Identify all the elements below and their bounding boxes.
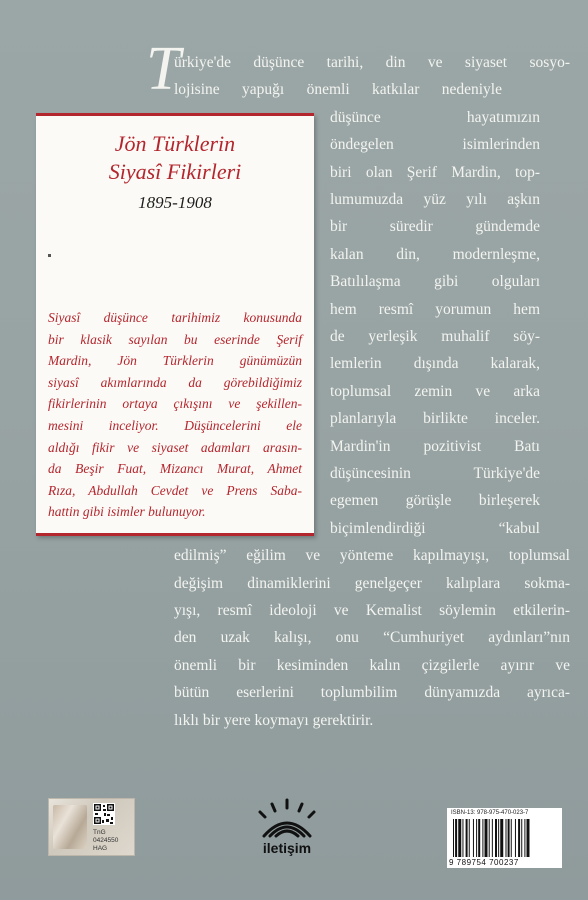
panel-bottom-rule — [36, 533, 314, 536]
ean-number: 9 789754 700237 — [449, 858, 519, 867]
synopsis-line: egemen görüşle birleşerek — [330, 492, 540, 510]
qr-code-icon — [93, 803, 115, 825]
synopsis-line: de yerleşik muhalif söy- — [330, 328, 540, 345]
synopsis-line: Batılılaşma gibi olguları — [330, 273, 540, 291]
synopsis-line: öndegelen isimlerinden — [330, 136, 540, 154]
publisher-logo — [242, 796, 332, 860]
book-years: 1895-1908 — [138, 193, 212, 212]
synopsis-line: ürkiye'de düşünce tarihi, din ve siyaset sosyo- — [174, 54, 570, 71]
small-mark — [48, 254, 51, 257]
synopsis-line: lojisine yapuğı önemli katkılar nedeniyle — [174, 81, 502, 99]
synopsis-line: biri olan Şerif Mardin, top- — [330, 163, 540, 181]
synopsis-line: lıklı bir yere koymayı gerektirir. — [174, 711, 374, 729]
synopsis-line: önemli bir kesiminden kalın çizgilerle ayırır ve — [174, 656, 570, 674]
synopsis-line: yışı, resmî ideoloji ve Kemalist söylemin etkilerin- — [174, 602, 570, 619]
synopsis-line: düşüncesinin Türkiye'de — [330, 465, 540, 482]
synopsis-line: biçimlendirdiği “kabul — [330, 519, 540, 537]
panel-description-line: Mardin, Jön Türklerin günümüzün — [48, 353, 302, 369]
synopsis-line: hem resmî yorumun hem — [330, 300, 540, 318]
publisher-name: iletişim — [262, 840, 312, 856]
panel-description-line: aldığı fikir ve siyaset adamları arasın- — [48, 439, 302, 455]
isbn-barcode — [447, 808, 562, 868]
sticker-code-3: HAG — [93, 845, 108, 852]
synopsis-line: lemlerin dışında kalarak, — [330, 355, 540, 373]
synopsis-line: düşünce hayatımızın — [330, 108, 540, 126]
inset-panel — [36, 113, 314, 535]
panel-description-line: hattin gibi isimler bulunuyor. — [48, 504, 206, 520]
panel-description-line: mesini inceliyor. Düşüncelerini ele — [48, 418, 302, 433]
panel-description-line: da Beşir Fuat, Mizancı Murat, Ahmet — [48, 461, 302, 477]
panel-description-line: Rıza, Abdullah Cevdet ve Prens Saba- — [48, 482, 302, 498]
synopsis-line: bütün eserlerini toplumbilim dünyamızda ayrıca- — [174, 684, 570, 702]
hologram-icon — [53, 805, 87, 849]
synopsis-line: toplumsal zemin ve arka — [330, 382, 540, 400]
synopsis-line: değişim dinamiklerini genelgeçer kalıplara sokma- — [174, 574, 570, 592]
isbn-number: ISBN-13: 978-975-470-023-7 — [451, 810, 529, 816]
synopsis-line: Mardin'in pozitivist Batı — [330, 437, 540, 455]
security-sticker — [48, 798, 135, 856]
barcode-bars-icon — [451, 819, 558, 857]
sticker-code-2: 0424550 — [93, 837, 119, 844]
synopsis-line: edilmiş” eğilim ve yönteme kapılmayışı, toplumsal — [174, 547, 570, 565]
panel-top-rule — [36, 113, 314, 116]
panel-description-line: Siyasî düşünce tarihimiz konusunda — [48, 310, 302, 325]
book-title-line-1: Jön Türklerin — [114, 131, 236, 156]
synopsis-line: bir süredir gündemde — [330, 218, 540, 236]
publisher-emblem-icon — [242, 796, 332, 840]
drop-cap: T — [146, 35, 181, 103]
book-title-line-2: Siyasî Fikirleri — [108, 159, 242, 184]
sticker-code-1: TnG — [93, 829, 106, 836]
panel-description-line: siyasî akımlarında da görebildiğimiz — [48, 374, 302, 390]
synopsis-line: planlarıyla birlikte inceler. — [330, 410, 540, 428]
panel-description-line: fikirlerinin ortaya çıkışını ve şekillen- — [48, 396, 302, 412]
panel-description-line: bir klasik sayılan bu eserinde Şerif — [48, 331, 302, 347]
synopsis-line: lumumuzda yüz yılı aşkın — [330, 191, 540, 208]
synopsis-line: den uzak kalışı, onu “Cumhuriyet aydınları”nın — [174, 629, 570, 647]
synopsis-line: kalan din, modernleşme, — [330, 245, 540, 263]
